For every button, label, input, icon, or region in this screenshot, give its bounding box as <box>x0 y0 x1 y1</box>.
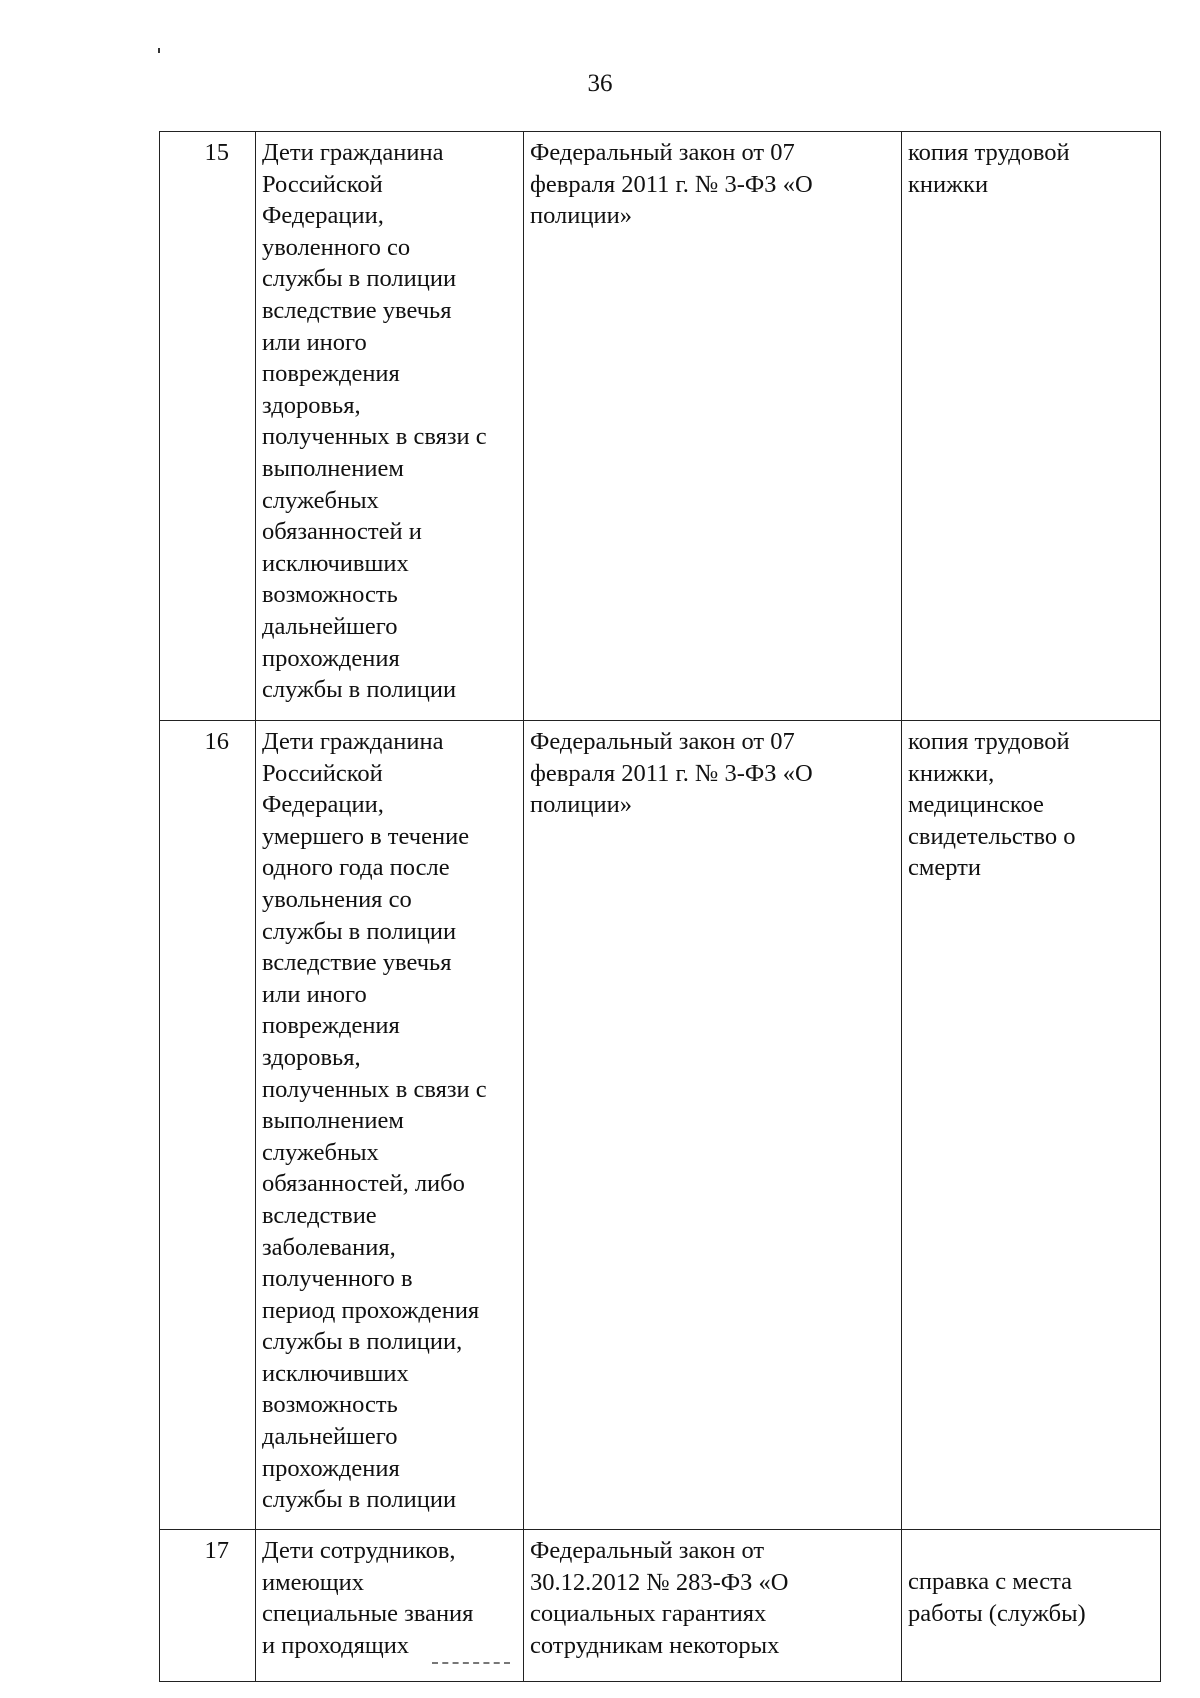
scan-dashed-line <box>432 1662 510 1664</box>
page-number: 36 <box>587 70 613 97</box>
table-row <box>160 132 1161 721</box>
required-documents-text: справка с места работы (службы) <box>908 1568 1086 1627</box>
scan-artifact-mark <box>158 48 160 53</box>
legal-basis-cell: Федеральный закон от 07 февраля 2011 г. № 3-ФЗ «О полиции» <box>524 132 902 721</box>
row-number: 15 <box>160 132 256 721</box>
table-row <box>160 1530 1161 1682</box>
legal-basis-cell: Федеральный закон от 07 февраля 2011 г. № 3-ФЗ «О полиции» <box>524 721 902 1530</box>
benefits-table <box>159 131 1161 1682</box>
required-documents-cell: копия трудовой книжки, медицинское свидетельство о смерти <box>902 721 1161 1530</box>
required-documents-cell <box>902 1530 1161 1682</box>
row-number: 16 <box>160 721 256 1530</box>
legal-basis-cell: Федеральный закон от 30.12.2012 № 283-ФЗ «О социальных гарантиях сотрудникам некоторых <box>524 1530 902 1682</box>
row-number: 17 <box>160 1530 256 1682</box>
category-cell: Дети гражданина Российской Федерации, уволенного со службы в полиции вследствие увечья или иного повреждения здоровья, полученных в связи с выполнением служебных обязанностей и исключивших возможность дальнейшего прохождения службы в полиции <box>256 132 524 721</box>
category-cell: Дети гражданина Российской Федерации, умершего в течение одного года после увольнения со службы в полиции вследствие увечья или иного повреждения здоровья, полученных в связи с выполнением служебных обязанностей, либо вследствие заболевания, полученного в период прохождения службы в полиции, исключивших возможность дальнейшего прохождения службы в полиции <box>256 721 524 1530</box>
table-row <box>160 721 1161 1530</box>
required-documents-cell: копия трудовой книжки <box>902 132 1161 721</box>
category-cell: Дети сотрудников, имеющих специальные звания и проходящих <box>256 1530 524 1682</box>
